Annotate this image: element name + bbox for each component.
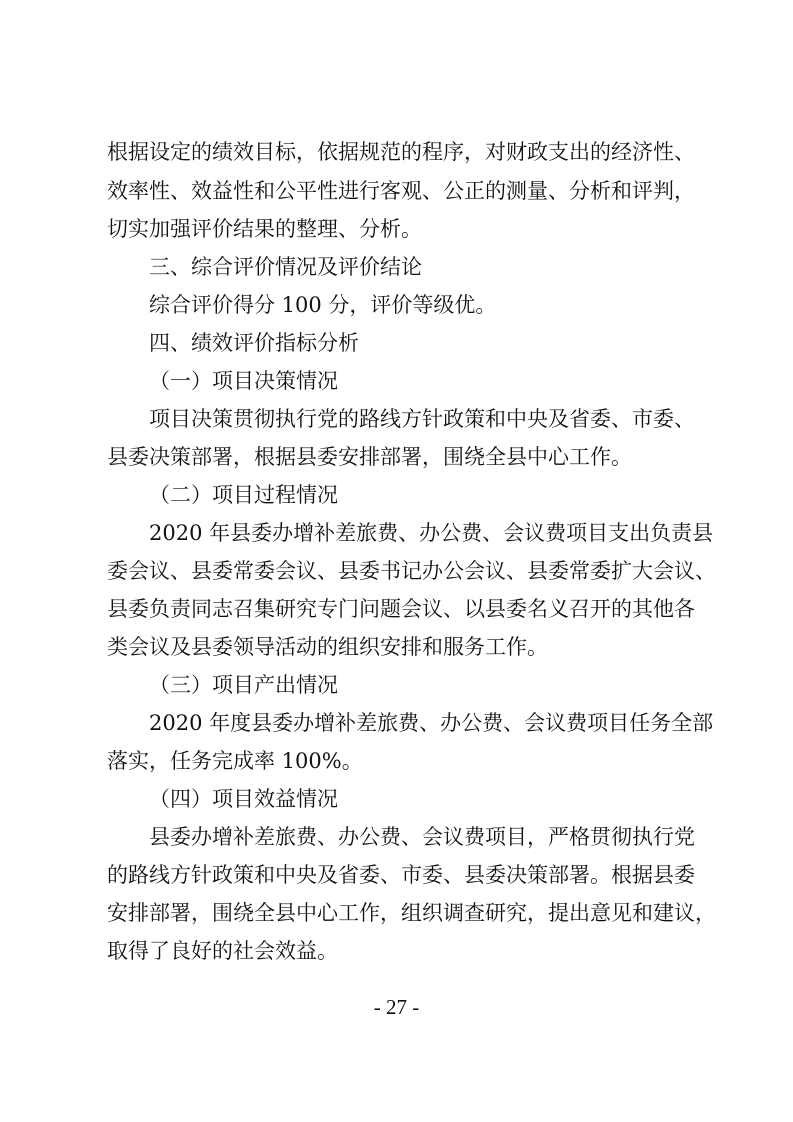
subsection-heading: （二）项目过程情况 (149, 483, 338, 507)
text-line: 安排部署，围绕全县中心工作，组织调查研究，提出意见和建议， (107, 901, 716, 925)
text-line: 类会议及县委领导活动的组织安排和服务工作。 (107, 635, 548, 659)
text-line: 委会议、县委常委会议、县委书记办公会议、县委常委扩大会议、 (107, 559, 716, 583)
text-line: 根据设定的绩效目标，依据规范的程序，对财政支出的经济性、 (107, 140, 695, 164)
text-line: 项目决策贯彻执行党的路线方针政策和中央及省委、市委、 (149, 407, 695, 431)
text-line: 综合评价得分 100 分，评价等级优。 (149, 293, 497, 317)
text-line: 县委办增补差旅费、办公费、会议费项目，严格贯彻执行党 (149, 825, 695, 849)
text-line: 落实，任务完成率 100%。 (107, 749, 363, 773)
text-line: 2020 年县委办增补差旅费、办公费、会议费项目支出负责县 (149, 521, 714, 545)
subsection-heading: （一）项目决策情况 (149, 369, 338, 393)
subsection-heading: （四）项目效益情况 (149, 787, 338, 811)
text-line: 2020 年度县委办增补差旅费、办公费、会议费项目任务全部 (149, 711, 714, 735)
text-line: 县委决策部署，根据县委安排部署，围绕全县中心工作。 (107, 445, 632, 469)
section-heading: 四、绩效评价指标分析 (149, 331, 359, 355)
text-line: 切实加强评价结果的整理、分析。 (107, 217, 422, 241)
text-line: 的路线方针政策和中央及省委、市委、县委决策部署。根据县委 (107, 863, 695, 887)
text-line: 取得了良好的社会效益。 (107, 939, 338, 963)
text-line: 效率性、效益性和公平性进行客观、公正的测量、分析和评判， (107, 179, 695, 203)
text-line: 县委负责同志召集研究专门问题会议、以县委名义召开的其他各 (107, 597, 695, 621)
section-heading: 三、综合评价情况及评价结论 (149, 255, 422, 279)
page-number: - 27 - (373, 995, 420, 1019)
subsection-heading: （三）项目产出情况 (149, 673, 338, 697)
